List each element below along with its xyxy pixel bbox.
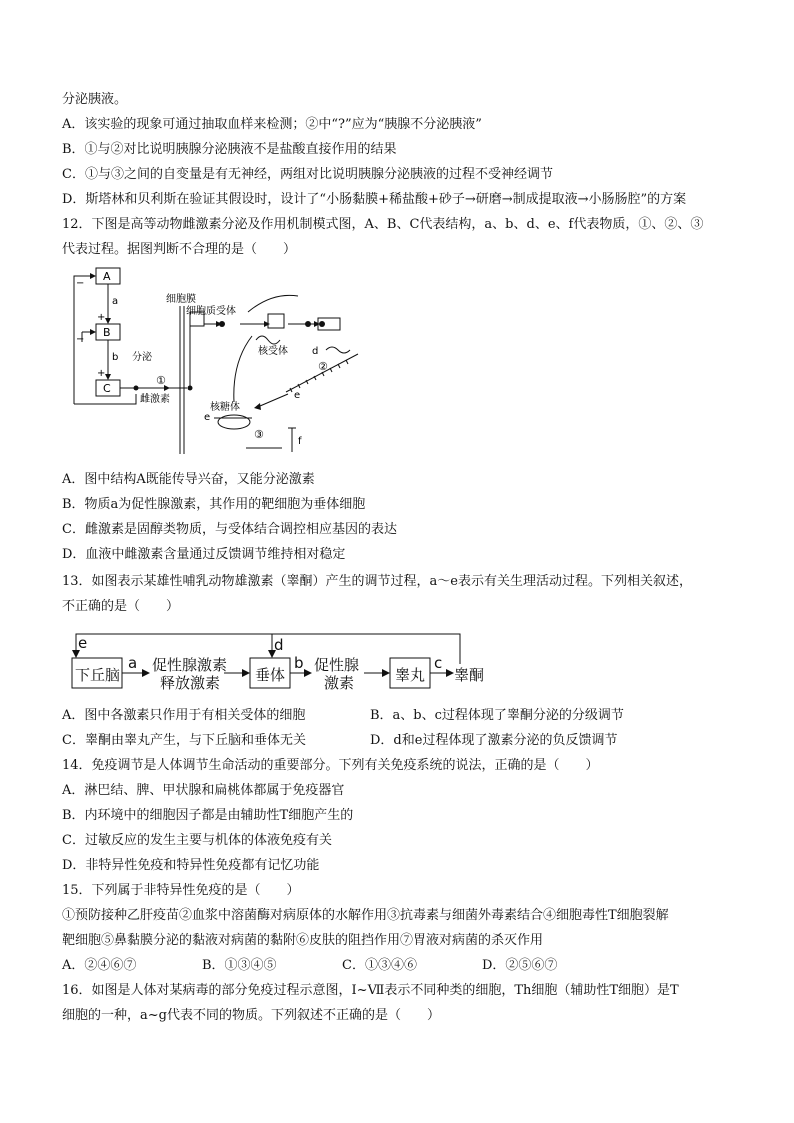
option-b: B．①与②对比说明胰腺分泌胰液不是盐酸直接作用的结果: [62, 142, 397, 157]
q15-option-c: C．①③④⑥: [342, 958, 417, 973]
q15-option-a: A．②④⑥⑦: [62, 958, 137, 973]
option-d: D．斯塔林和贝利斯在验证其假设时，设计了“小肠黏膜+稀盐酸+砂子→研磨→制成提取液→小肠肠腔”的方案: [62, 192, 687, 207]
label-e-2: e: [204, 412, 211, 423]
label-d: d: [312, 346, 319, 357]
ribosome-label: 核糖体: [210, 402, 240, 413]
box-c-label: C: [103, 382, 111, 395]
question-13-stem: 13．如图表示某雄性哺乳动物雄激素（睾酮）产生的调节过程，a～e表示有关生理活动过程。下列相关叙述，: [62, 574, 692, 589]
q13-option-c: C．睾酮由睾丸产生，与下丘脑和垂体无关: [62, 733, 306, 748]
q15-items: ①预防接种乙肝疫苗②血浆中溶菌酶对病原体的水解作用③抗毒素与细菌外毒素结合④细胞毒性T细胞裂解: [62, 908, 669, 923]
testis-label: 睾丸: [395, 666, 426, 684]
q15-items-cont: 靶细胞⑤鼻黏膜分泌的黏液对病菌的黏附⑥皮肤的阻挡作用⑦胃液对病菌的杀灭作用: [62, 933, 544, 948]
q14-option-a: A．淋巴结、脾、甲状腺和扁桃体都属于免疫器官: [62, 783, 345, 798]
receptor-complex-shape: [268, 314, 284, 328]
q14-option-d: D．非特异性免疫和特异性免疫都有记忆功能: [62, 858, 320, 873]
q15-option-b: B．①③④⑤: [202, 958, 277, 973]
label-a: a: [112, 296, 119, 307]
label-e-1: e: [294, 390, 301, 401]
q13-option-d: D．d和e过程体现了激素分泌的负反馈调节: [370, 733, 618, 748]
nuclear-receptor-label: 核受体: [258, 346, 288, 357]
grh-label-1: 促性腺激素: [152, 656, 228, 674]
step-3-label: ③: [254, 428, 264, 441]
pituitary-label: 垂体: [255, 666, 286, 684]
label-c: c: [434, 654, 443, 672]
step-2-label: ②: [318, 360, 328, 373]
testosterone-regulation-diagram: [62, 628, 502, 700]
cell-membrane-label: 细胞膜: [166, 294, 196, 305]
secrete-label: 分泌: [132, 352, 152, 363]
q12-option-b: B．物质a为促性腺激素，其作用的靶细胞为垂体细胞: [62, 497, 366, 512]
label-b: b: [112, 352, 119, 363]
question-15-stem: 15．下列属于非特异性免疫的是（ ）: [62, 883, 300, 898]
q15-option-d: D．②⑤⑥⑦: [482, 958, 558, 973]
box-b-label: B: [103, 326, 111, 339]
q13-option-a: A．图中各激素只作用于有相关受体的细胞: [62, 708, 306, 723]
option-a: A．该实验的现象可通过抽取血样来检测；②中“?”应为“胰腺不分泌胰液”: [62, 117, 482, 132]
q14-option-b: B．内环境中的细胞因子都是由辅助性T细胞产生的: [62, 808, 354, 823]
grh-label-2: 释放激素: [160, 674, 221, 692]
question-16-stem: 16．如图是人体对某病毒的部分免疫过程示意图，I~Ⅶ表示不同种类的细胞，Th细胞（辅助性T细胞）是T: [62, 983, 679, 998]
gth-label-2: 激素: [324, 674, 355, 692]
hypothalamus-label: 下丘脑: [75, 666, 121, 684]
label-b: b: [294, 654, 304, 672]
label-d: d: [274, 636, 284, 654]
question-12-stem-cont: 代表过程。据图判断不合理的是（ ）: [62, 242, 297, 257]
gth-label-1: 促性腺: [314, 656, 360, 674]
minus-sign-2: −: [76, 334, 85, 345]
testosterone-label: 睾酮: [454, 666, 485, 684]
minus-sign-1: −: [76, 278, 85, 289]
question-16-stem-cont: 细胞的一种，a~g代表不同的物质。下列叙述不正确的是（ ）: [62, 1008, 440, 1023]
q12-option-d: D．血液中雌激素含量通过反馈调节维持相对稳定: [62, 547, 346, 562]
estrogen-label: 雌激素: [140, 394, 170, 405]
text-line: 分泌胰液。: [62, 92, 128, 107]
box-a-label: A: [103, 270, 111, 283]
q14-option-c: C．过敏反应的发生主要与机体的体液免疫有关: [62, 833, 332, 848]
option-c: C．①与③之间的自变量是有无神经，两组对比说明胰腺分泌胰液的过程不受神经调节: [62, 167, 553, 182]
q12-option-a: A．图中结构A既能传导兴奋，又能分泌激素: [62, 472, 315, 487]
question-12-stem: 12．下图是高等动物雌激素分泌及作用机制模式图，A、B、C代表结构，a、b、d、e、f代表物质，①、②、③: [62, 217, 704, 232]
q12-option-c: C．雌激素是固醇类物质，与受体结合调控相应基因的表达: [62, 522, 397, 537]
label-a: a: [128, 654, 138, 672]
label-f: f: [298, 436, 302, 447]
step-1-label: ①: [156, 374, 166, 387]
plus-sign-1: +: [97, 312, 106, 323]
question-13-stem-cont: 不正确的是（ ）: [62, 599, 180, 614]
label-e: e: [78, 634, 88, 652]
question-14-stem: 14．免疫调节是人体调节生命活动的重要部分。下列有关免疫系统的说法，正确的是（ ）: [62, 758, 599, 773]
estrogen-mechanism-diagram: [62, 262, 382, 462]
plus-sign-2: +: [97, 368, 106, 379]
q13-option-b: B．a、b、c过程体现了睾酮分泌的分级调节: [370, 708, 624, 723]
cytoplasm-receptor-label: 细胞质受体: [186, 306, 236, 317]
